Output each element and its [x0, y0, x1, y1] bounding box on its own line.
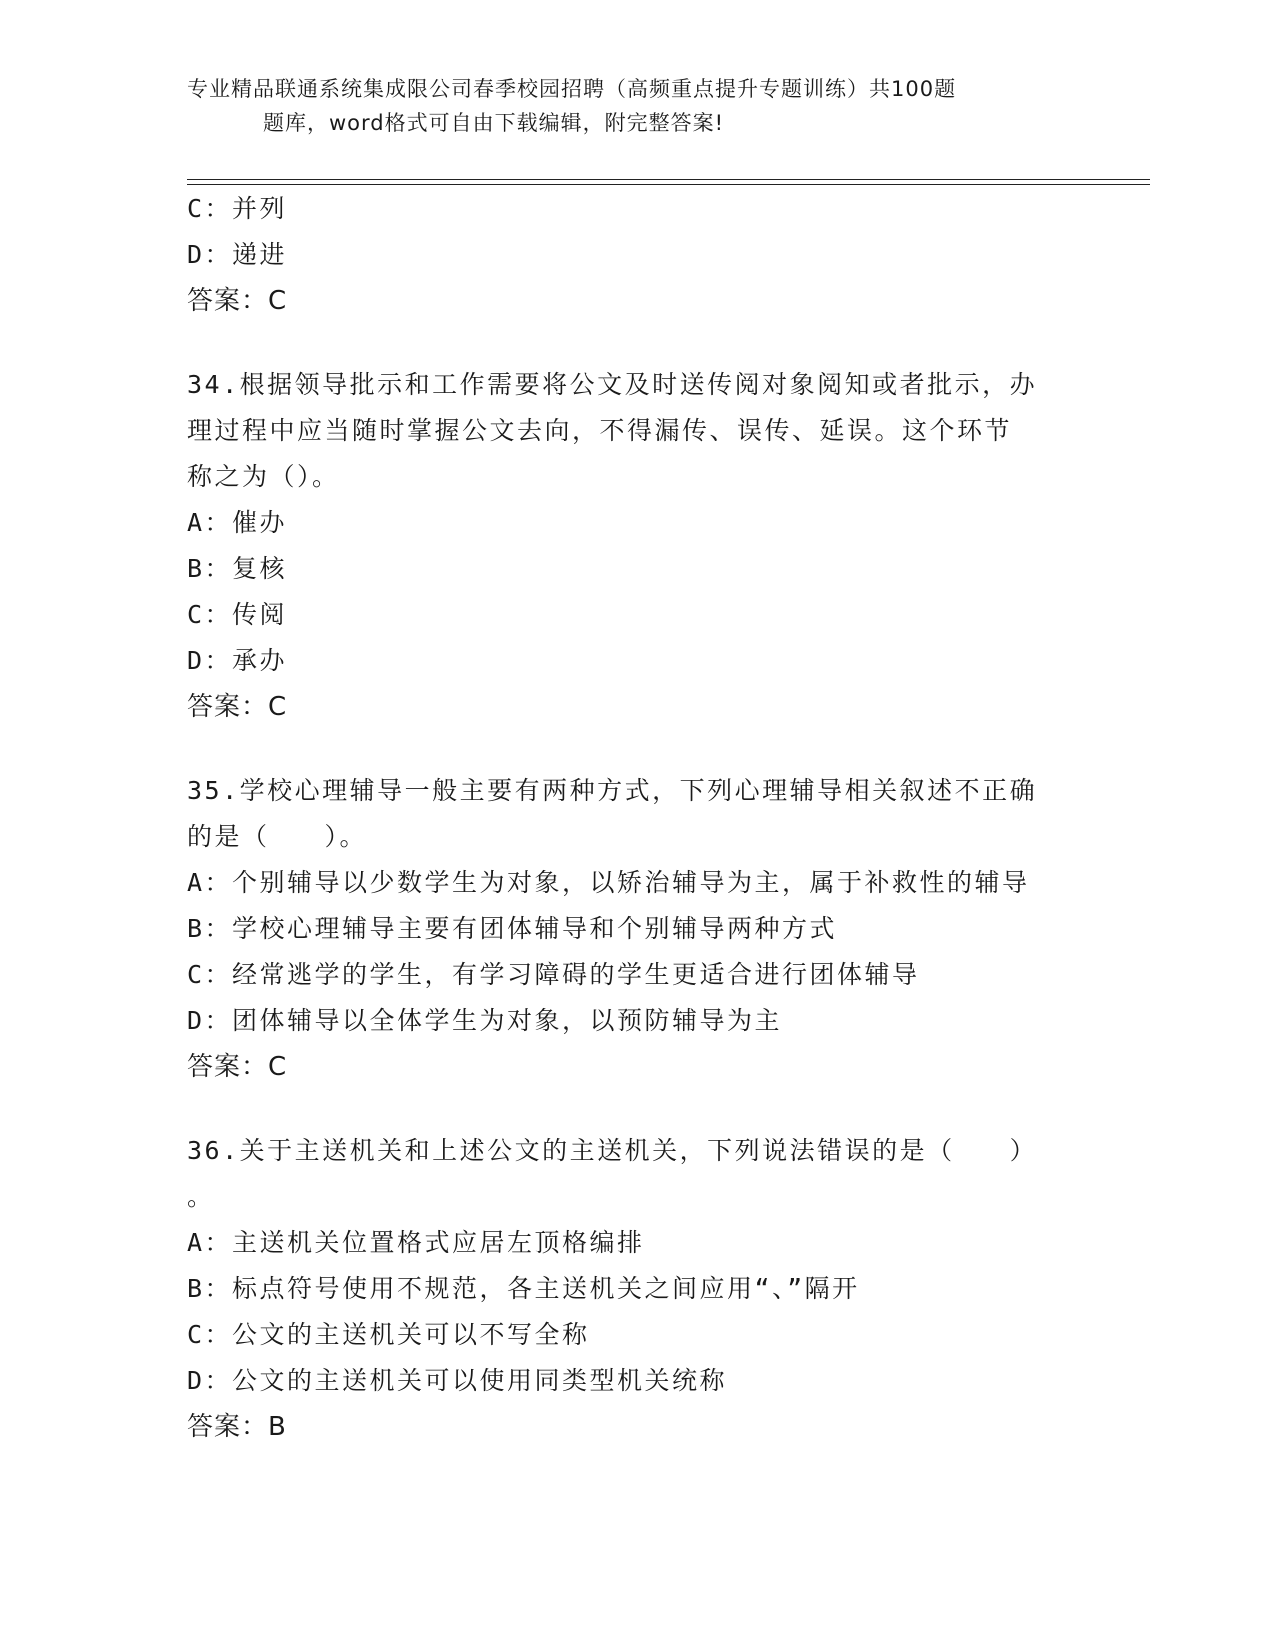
- option-c: C：公文的主送机关可以不写全称: [187, 1320, 590, 1349]
- question-34: [187, 362, 1087, 730]
- question-text-line: 35.学校心理辅导一般主要有两种方式，下列心理辅导相关叙述不正确: [187, 776, 1038, 805]
- question-text-line: 的是（ ）。: [187, 822, 368, 851]
- option-d: D：递进: [187, 240, 288, 269]
- option-c: C：经常逃学的学生，有学习障碍的学生更适合进行团体辅导: [187, 960, 920, 989]
- answer-line: 答案：C: [187, 286, 288, 316]
- option-a: A：主送机关位置格式应居左顶格编排: [187, 1228, 645, 1257]
- question-35: [187, 768, 1087, 1090]
- header-title-line2: 题库，word格式可自由下载编辑，附完整答案!: [263, 111, 725, 135]
- answer-line: 答案：C: [187, 1052, 288, 1082]
- spacer: [187, 730, 1087, 768]
- question-text-line: 36.关于主送机关和上述公文的主送机关，下列说法错误的是（ ）: [187, 1136, 1038, 1165]
- option-c: C：并列: [187, 194, 288, 223]
- question-text-line: 34.根据领导批示和工作需要将公文及时送传阅对象阅知或者批示，办: [187, 370, 1038, 399]
- option-b: B：标点符号使用不规范，各主送机关之间应用“、”隔开: [187, 1274, 860, 1303]
- option-c: C：传阅: [187, 600, 288, 629]
- option-a: A：个别辅导以少数学生为对象，以矫治辅导为主，属于补救性的辅导: [187, 868, 1030, 897]
- answer-line: 答案：B: [187, 1412, 287, 1442]
- option-d: D：承办: [187, 646, 288, 675]
- spacer: [187, 324, 1087, 362]
- question-text-line: 称之为（）。: [187, 462, 340, 491]
- option-d: D：团体辅导以全体学生为对象，以预防辅导为主: [187, 1006, 783, 1035]
- header-rule-top: [187, 179, 1150, 180]
- header-rule-bottom: [187, 184, 1150, 185]
- spacer: [187, 1090, 1087, 1128]
- question-36: [187, 1128, 1087, 1450]
- option-b: B：复核: [187, 554, 288, 583]
- question-text-line: 。: [187, 1182, 215, 1211]
- option-a: A：催办: [187, 508, 288, 537]
- document-header: [187, 72, 1067, 140]
- option-d: D：公文的主送机关可以使用同类型机关统称: [187, 1366, 728, 1395]
- question-content: [187, 186, 1087, 1450]
- option-b: B：学校心理辅导主要有团体辅导和个别辅导两种方式: [187, 914, 838, 943]
- question-text-line: 理过程中应当随时掌握公文去向，不得漏传、误传、延误。这个环节: [187, 416, 1013, 445]
- header-title-line1: 专业精品联通系统集成限公司春季校园招聘（高频重点提升专题训练）共100题: [187, 77, 957, 101]
- answer-line: 答案：C: [187, 692, 288, 722]
- continued-question: [187, 186, 1087, 324]
